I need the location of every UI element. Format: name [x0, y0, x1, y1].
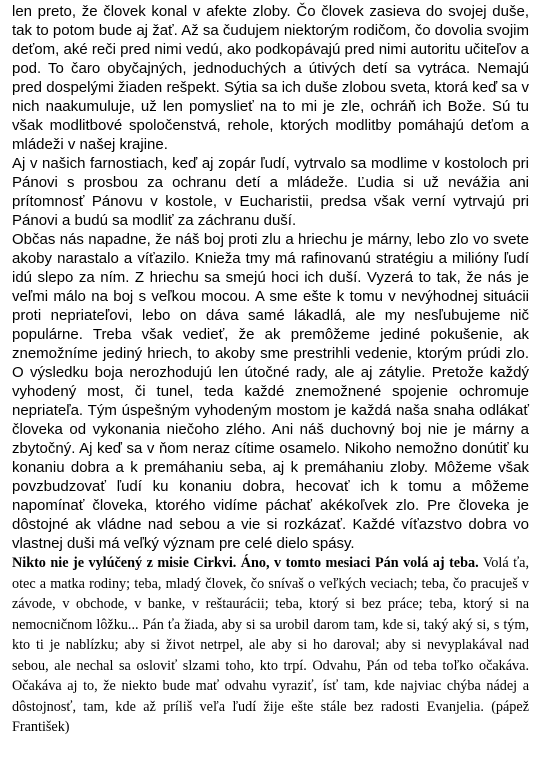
- closing-lead: Nikto nie je vylúčený z misie Cirkvi. Áno, v tomto mesiaci Pán volá aj teba.: [12, 555, 479, 571]
- closing-paragraph: [12, 553, 529, 738]
- paragraph-3: Občas nás napadne, že náš boj proti zlu a hriechu je márny, lebo zlo vo svete akoby narastalo a víťazilo. Knieža tmy má rafinovanú stratégiu a milióny ľudí idú slepo za ním. Z hriechu sa smejú hoci ich duší. Vyzerá to tak, že nás je veľmi málo na boj s veľkou mocou. A sme ešte k tomu v nevýhodnej situácii proti nepriateľovi, lebo on dáva samé lákadlá, ale my nesľubujeme nič populárne. Treba však vedieť, že ak premôžeme jediné pokušenie, ak znemožníme jediný hriech, to akoby sme prestrihli vedenie, ktorým prúdi zlo. O výsledku boja nerozhodujú len útočné rady, ale aj zátylie. Pretože každý vyhodený most, či tunel, teda každé znemožnené spojenie ochromuje nepriateľa. Tým úspešným vyhodeným mostom je každá naša snaha odlákať človeka od vykonania niečoho zlého. Ani náš duchovný boj nie je márny a zbytočný. Aj keď sa v ňom neraz cítime osamelo. Nikoho nemožno donútiť ku konaniu dobra a k premáhaniu seba, aj k premáhaniu zloby. Môžeme však povzbudzovať ľudí ku konaniu dobra, hecovať ich k tomu a môžeme napomínať človeka, ktorého vidíme páchať akékoľvek zlo. Pre človeka je dôstojné ak vládne nad sebou a vie si rozkázať. Každé víťazstvo dobra vo vlastnej duši má veľký význam pre celé dielo spásy.: [12, 231, 529, 552]
- paragraph-1: len preto, že človek konal v afekte zloby. Čo človek zasieva do svojej duše, tak to potom bude aj žať. Až sa čudujem niektorým rodičom, čo dovolia svojim deťom, aké reči pred nimi vedú, ako podkopávajú pred nimi autoritu učiteľov a pod. To čaro obyčajných, jednoduchých a útivých detí sa vytráca. Nemajú pred dospelými žiaden rešpekt. Sýtia sa ich duše zlobou sveta, ktorá keď sa v nich naakumuluje, už len pomyslieť na to mi je zle, ochráň ich Bože. Sú tu však modlitbové spoločenstvá, rehole, ktorých modlitby pomáhajú deťom a mládeži v našej krajine.: [12, 3, 529, 153]
- document-page: [12, 2, 529, 738]
- closing-body: Volá ťa, otec a matka rodiny; teba, mladý človek, čo snívaš o veľkých veciach; teba, čo pracuješ v závode, v obchode, v banke, v reštaurácii; teba, ktorý si bez práce; teba, ktorý si na nemocničnom lôžku... Pán ťa žiada, aby si sa urobil darom tam, kde si, taký aký si, s tým, kto ti je nablízku; aby si život netrpel, ale aby si ho daroval; aby si nevyplakával nad sebou, ale nechal sa osloviť slzami toho, kto trpí. Odvahu, Pán od teba toľko očakáva. Očakáva aj to, že niekto bude mať odvahu vyraziť, ísť tam, kde najviac chýba nádej a dôstojnosť, tam, kde až príliš veľa ľudí žije ešte stále bez radosti Evanjelia. (pápež František): [12, 555, 529, 735]
- paragraph-2: Aj v našich farnostiach, keď aj zopár ľudí, vytrvalo sa modlime v kostoloch pri Pánovi s prosbou za ochranu detí a mládeže. Ľudia si už nevážia ani prítomnosť Pánovu v kostole, v Eucharistii, predsa však verní vytrvajú pri Pánovi a budú sa modliť za záchranu duší.: [12, 155, 529, 229]
